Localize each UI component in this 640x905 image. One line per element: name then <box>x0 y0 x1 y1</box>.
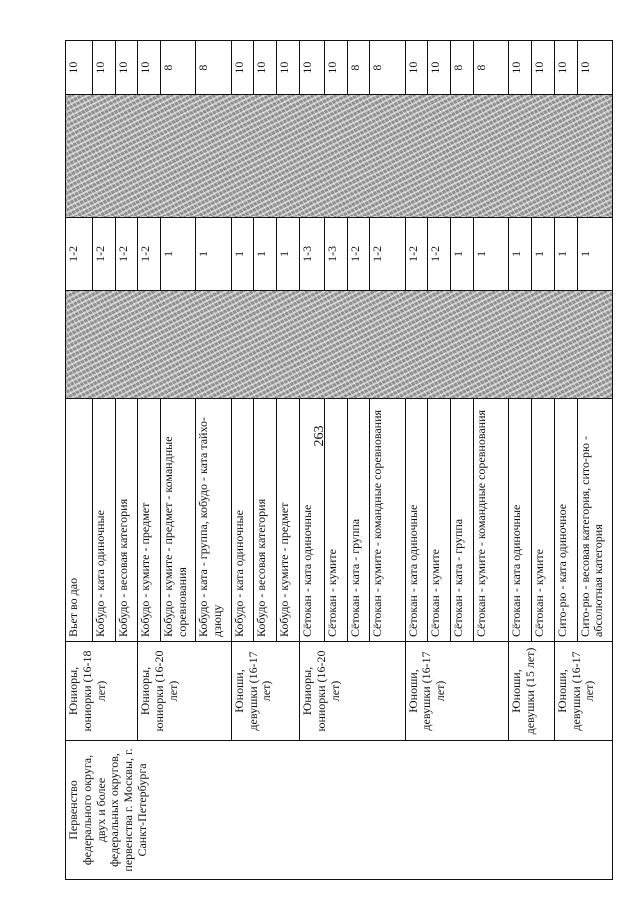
discipline-cell: Кобудо - кумите - предмет - командные соревнования <box>161 399 196 642</box>
discipline-cell: Вьет во дао <box>66 399 93 642</box>
age-group-cell: Юниоры, юниорки (16-20 лет) <box>300 641 406 740</box>
age-group-cell: Юноши, девушки (16-17 лет) <box>554 641 612 740</box>
discipline-cell: Сётокан - кумите <box>532 399 555 642</box>
discipline-cell: Сётокан - ката - группа <box>451 399 474 642</box>
discipline-cell: Сётокан - ката - группа <box>347 399 370 642</box>
rank-cell: 1 <box>554 217 577 290</box>
discipline-cell: Кобудо - ката одиночные <box>231 399 254 642</box>
rotated-document <box>65 40 613 880</box>
count-cell: 10 <box>66 41 93 95</box>
count-cell: 10 <box>231 41 254 95</box>
redacted-column-2 <box>66 95 613 218</box>
rank-cell: 1-2 <box>405 217 428 290</box>
age-group-cell: Юноши, девушки (16-17 лет) <box>231 641 299 740</box>
count-cell: 10 <box>532 41 555 95</box>
age-group-cell: Юноши, девушки (16-17 лет) <box>405 641 509 740</box>
rank-cell: 1 <box>451 217 474 290</box>
discipline-cell: Сито-рю - ката одиночное <box>554 399 577 642</box>
count-cell: 8 <box>474 41 509 95</box>
page-number: 263 <box>312 425 327 447</box>
rank-cell: 1 <box>161 217 196 290</box>
rank-cell: 1 <box>509 217 532 290</box>
count-cell: 10 <box>138 41 161 95</box>
rank-cell: 1 <box>254 217 277 290</box>
discipline-cell: Кобудо - весовая категория <box>115 399 138 642</box>
rank-cell: 1-2 <box>66 217 93 290</box>
competition-table <box>65 40 613 880</box>
count-cell: 10 <box>300 41 325 95</box>
rank-cell: 1-2 <box>428 217 451 290</box>
count-cell: 10 <box>509 41 532 95</box>
rank-cell: 1-3 <box>300 217 325 290</box>
table-body <box>66 41 613 880</box>
rank-cell: 1 <box>196 217 231 290</box>
redacted-column-1 <box>66 290 613 398</box>
rank-cell: 1-2 <box>138 217 161 290</box>
count-cell: 8 <box>196 41 231 95</box>
rank-cell: 1 <box>532 217 555 290</box>
count-cell: 10 <box>577 41 612 95</box>
count-cell: 10 <box>405 41 428 95</box>
count-cell: 10 <box>254 41 277 95</box>
count-cell: 8 <box>451 41 474 95</box>
discipline-cell: Сётокан - ката одиночные <box>509 399 532 642</box>
discipline-cell: Сётокан - ката одиночные <box>405 399 428 642</box>
count-cell: 8 <box>370 41 405 95</box>
discipline-cell: Сётокан - кумите <box>428 399 451 642</box>
count-cell: 10 <box>428 41 451 95</box>
discipline-cell: Кобудо - кумите - предмет <box>277 399 300 642</box>
discipline-cell: Сётокан - ката одиночные <box>300 399 325 642</box>
rank-cell: 1-2 <box>347 217 370 290</box>
discipline-cell: Сётокан - кумите - командные соревнования <box>474 399 509 642</box>
age-group-cell: Юноши, девушки (15 лет) <box>509 641 555 740</box>
table-row <box>66 41 93 880</box>
discipline-cell: Сётокан - кумите <box>324 399 347 642</box>
count-cell: 10 <box>324 41 347 95</box>
discipline-cell: Сётокан - кумите - командные соревнования <box>370 399 405 642</box>
rank-cell: 1-3 <box>324 217 347 290</box>
rank-cell: 1-2 <box>370 217 405 290</box>
rank-cell: 1 <box>231 217 254 290</box>
rank-cell: 1 <box>277 217 300 290</box>
age-group-cell: Юниоры, юниорки (16-18 лет) <box>66 641 138 740</box>
count-cell: 8 <box>347 41 370 95</box>
rank-cell: 1-2 <box>115 217 138 290</box>
rank-cell: 1 <box>577 217 612 290</box>
count-cell: 10 <box>115 41 138 95</box>
discipline-cell: Кобудо - весовая категория <box>254 399 277 642</box>
count-cell: 10 <box>277 41 300 95</box>
discipline-cell: Сито-рю - весовая категория, сито-рю - абсолютная категория <box>577 399 612 642</box>
rank-cell: 1 <box>474 217 509 290</box>
age-group-cell: Юниоры, юниорки (16-20 лет) <box>138 641 231 740</box>
event-name-cell: Первенство федерального округа, двух и более федеральных округов, первенства г. Москвы, г. Санкт-Петербурга <box>66 740 613 879</box>
count-cell: 8 <box>161 41 196 95</box>
rank-cell: 1-2 <box>92 217 115 290</box>
count-cell: 10 <box>554 41 577 95</box>
discipline-cell: Кобудо - ката - группа, кобудо - ката тайхо-дзюцу <box>196 399 231 642</box>
count-cell: 10 <box>92 41 115 95</box>
discipline-cell: Кобудо - кумите - предмет <box>138 399 161 642</box>
discipline-cell: Кобудо - ката одиночные <box>92 399 115 642</box>
